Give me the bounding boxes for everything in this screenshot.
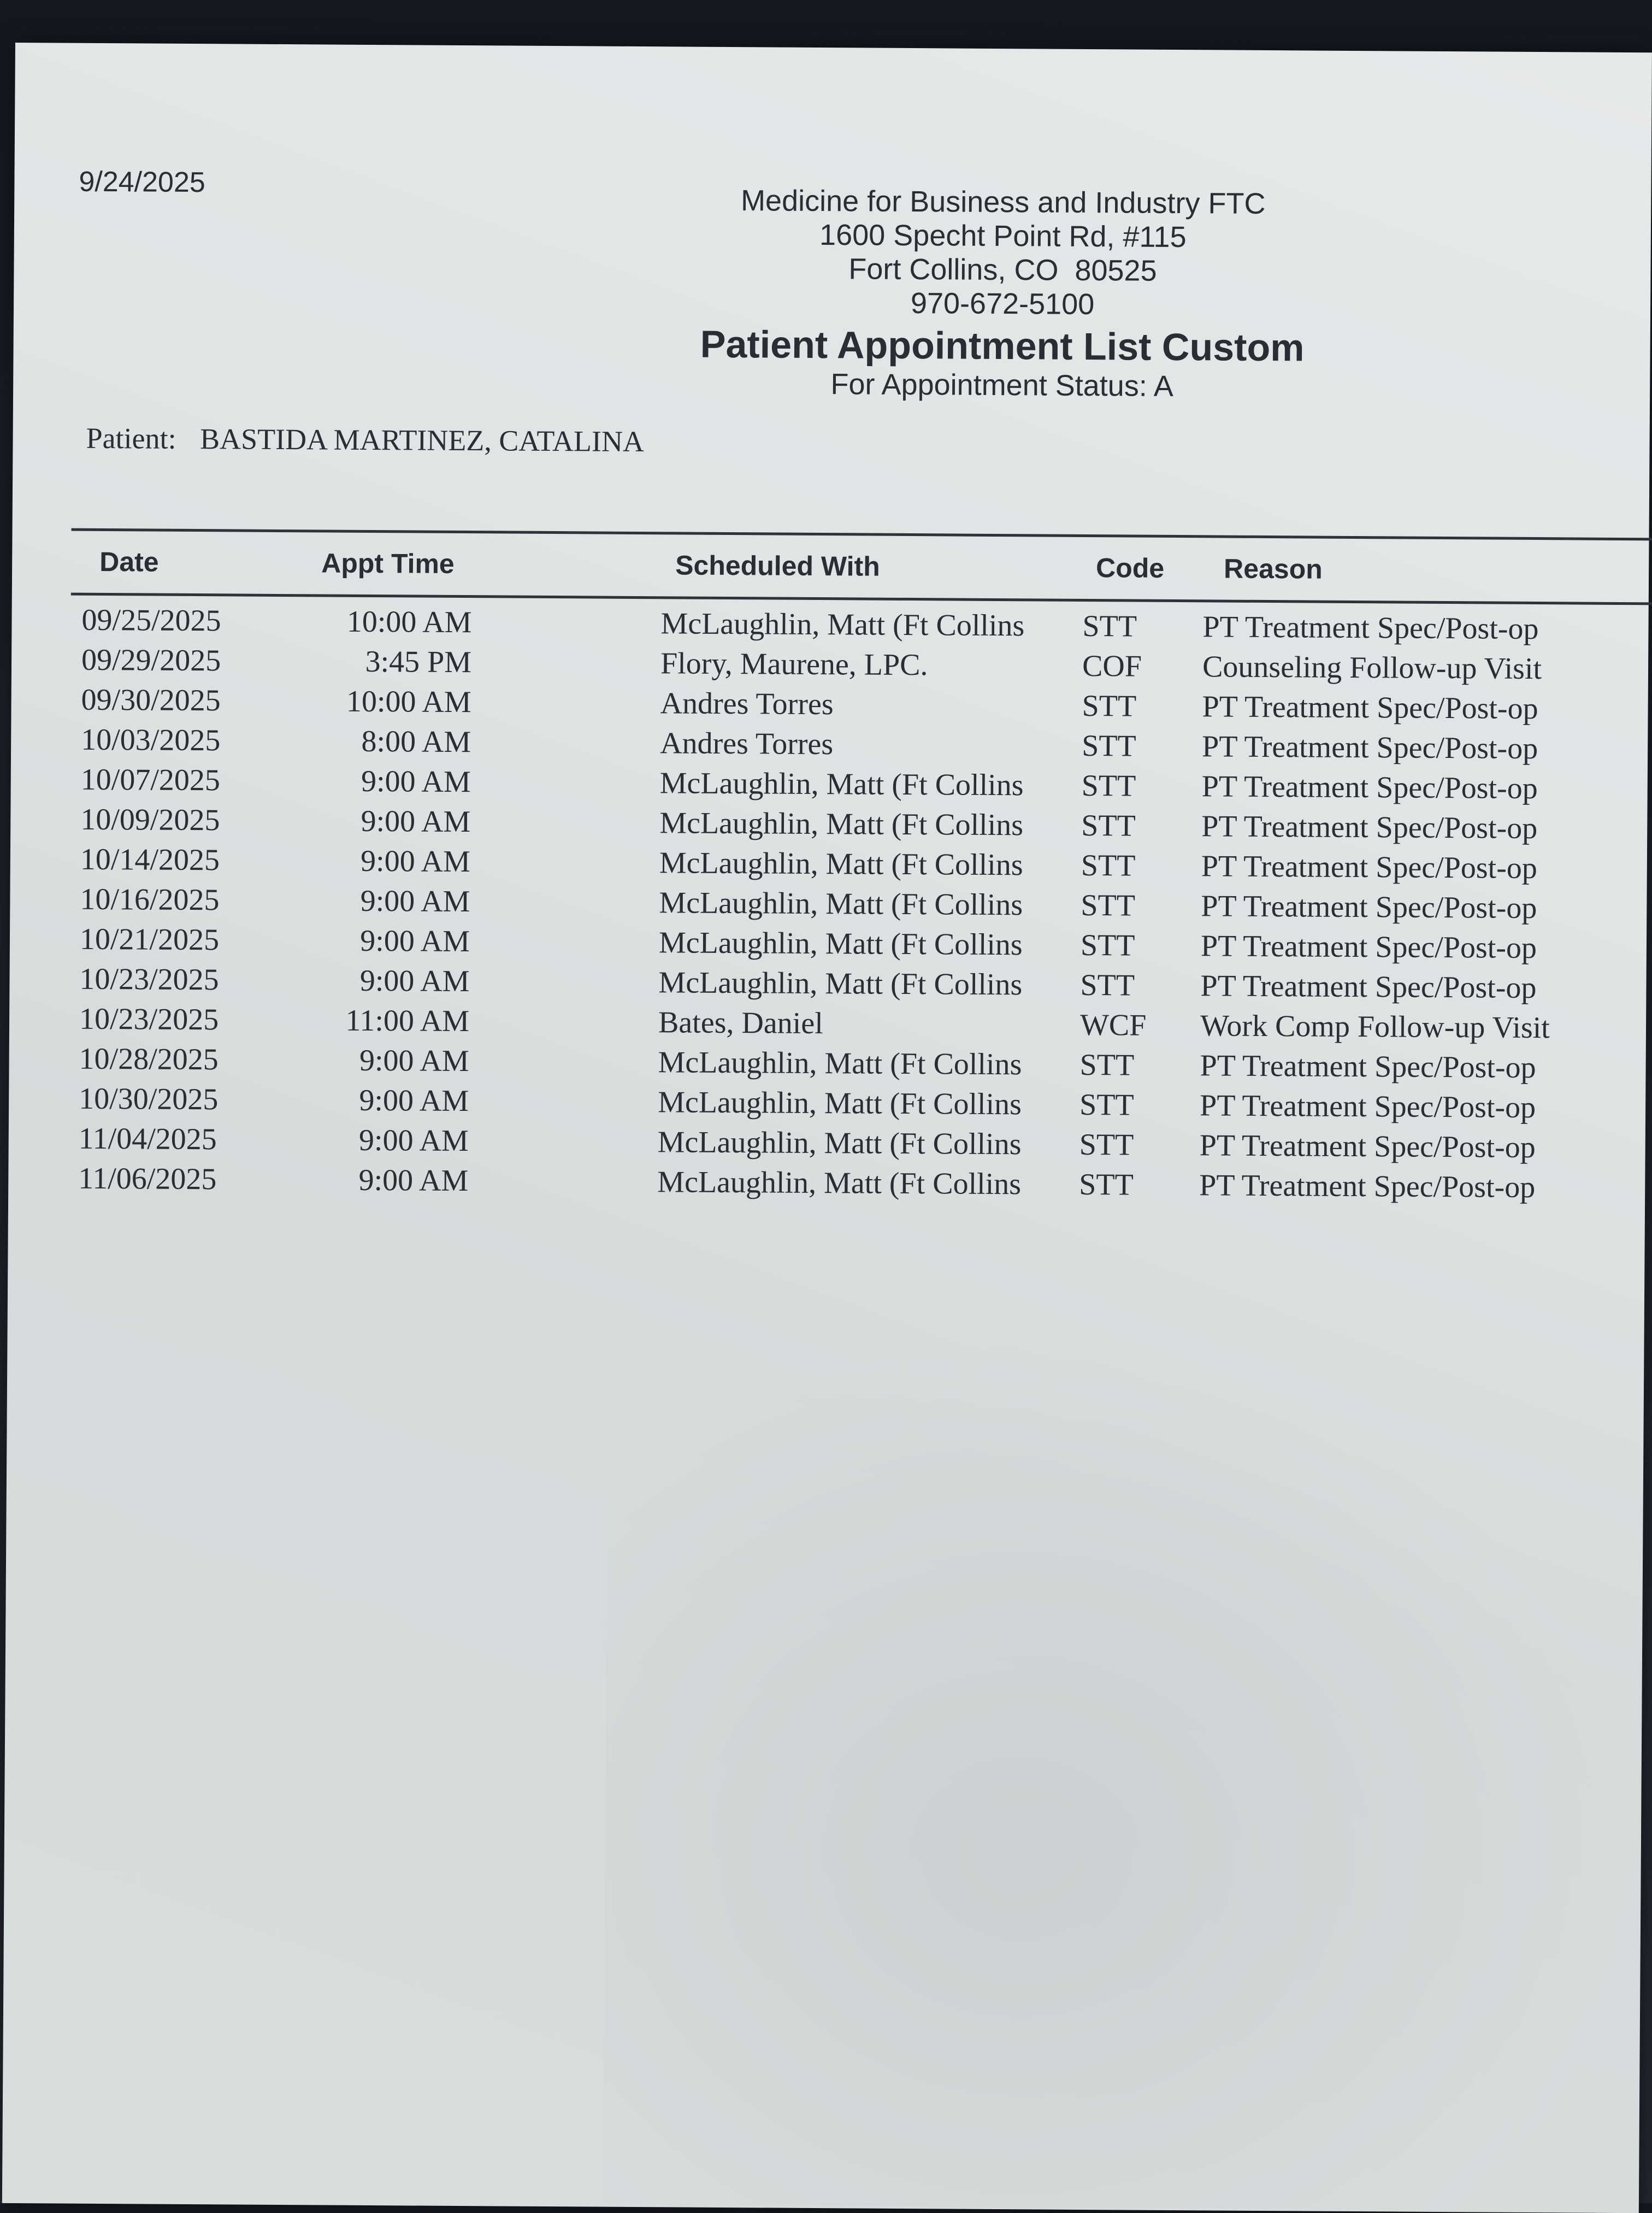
scheduled-with: McLaughlin, Matt (Ft Collins xyxy=(658,966,1023,1002)
scheduled-with: McLaughlin, Matt (Ft Collins xyxy=(657,1125,1022,1162)
appt-date: 11/06/2025 xyxy=(78,1161,217,1197)
patient-name: BASTIDA MARTINEZ, CATALINA xyxy=(199,422,645,458)
appt-reason: PT Treatment Spec/Post-op xyxy=(1200,969,1537,1005)
patient-info xyxy=(86,421,644,458)
appt-reason: PT Treatment Spec/Post-op xyxy=(1200,1049,1536,1085)
scheduled-with: McLaughlin, Matt (Ft Collins xyxy=(659,846,1023,882)
appt-code: STT xyxy=(1079,1087,1134,1122)
appt-date: 09/29/2025 xyxy=(81,643,221,678)
appt-date: 11/04/2025 xyxy=(78,1121,217,1157)
appt-reason: PT Treatment Spec/Post-op xyxy=(1201,729,1538,766)
appt-reason: PT Treatment Spec/Post-op xyxy=(1201,769,1538,806)
appt-reason: PT Treatment Spec/Post-op xyxy=(1200,929,1537,966)
appt-reason: PT Treatment Spec/Post-op xyxy=(1199,1088,1536,1125)
appt-code: STT xyxy=(1080,928,1135,963)
report-subtitle: For Appointment Status: A xyxy=(830,368,1174,403)
appt-date: 10/21/2025 xyxy=(79,922,220,957)
address-line-1: 1600 Specht Point Rd, #115 xyxy=(819,218,1187,254)
scheduled-with: McLaughlin, Matt (Ft Collins xyxy=(658,1045,1022,1082)
appt-reason: Counseling Follow-up Visit xyxy=(1202,650,1542,686)
appt-reason: Work Comp Follow-up Visit xyxy=(1200,1009,1550,1045)
appt-time: 10:00 AM xyxy=(346,684,471,720)
appt-time: 11:00 AM xyxy=(345,1003,470,1039)
scheduled-with: Andres Torres xyxy=(660,726,834,762)
appt-code: STT xyxy=(1079,1047,1135,1082)
scheduled-with: McLaughlin, Matt (Ft Collins xyxy=(657,1165,1022,1202)
appt-reason: PT Treatment Spec/Post-op xyxy=(1202,610,1539,646)
scheduled-with: Flory, Maurene, LPC. xyxy=(660,646,928,682)
appt-code: STT xyxy=(1081,808,1136,843)
appt-reason: PT Treatment Spec/Post-op xyxy=(1201,809,1538,846)
appt-code: STT xyxy=(1079,1167,1134,1202)
report-title: Patient Appointment List Custom xyxy=(700,322,1305,369)
appt-date: 10/23/2025 xyxy=(79,962,219,997)
appt-date: 09/30/2025 xyxy=(81,682,221,718)
scheduled-with: McLaughlin, Matt (Ft Collins xyxy=(659,806,1024,843)
appt-reason: PT Treatment Spec/Post-op xyxy=(1199,1168,1536,1205)
report-header xyxy=(669,183,1336,403)
print-date: 9/24/2025 xyxy=(79,166,205,199)
column-header-date: Date xyxy=(99,546,159,578)
appt-date: 10/28/2025 xyxy=(79,1041,219,1077)
appt-reason: PT Treatment Spec/Post-op xyxy=(1201,849,1538,886)
appt-date: 10/30/2025 xyxy=(79,1081,219,1117)
appt-time: 10:00 AM xyxy=(346,604,472,640)
appt-code: STT xyxy=(1081,888,1136,923)
appt-code: STT xyxy=(1081,768,1136,803)
appt-time: 9:00 AM xyxy=(360,884,470,919)
appt-time: 9:00 AM xyxy=(358,1163,469,1198)
scheduled-with: McLaughlin, Matt (Ft Collins xyxy=(657,1085,1022,1122)
appt-code: WCF xyxy=(1079,1008,1147,1043)
scheduled-with: McLaughlin, Matt (Ft Collins xyxy=(660,607,1025,643)
appt-time: 9:00 AM xyxy=(360,844,471,879)
appointment-table-body xyxy=(8,600,1649,1208)
organization-name: Medicine for Business and Industry FTC xyxy=(740,184,1266,220)
appt-code: STT xyxy=(1081,728,1136,763)
column-header-reason: Reason xyxy=(1223,553,1323,585)
appt-time: 9:00 AM xyxy=(359,1043,469,1079)
scheduled-with: McLaughlin, Matt (Ft Collins xyxy=(659,886,1023,922)
appt-time: 9:00 AM xyxy=(358,1123,469,1158)
scheduled-with: Andres Torres xyxy=(660,686,834,722)
appt-time: 9:00 AM xyxy=(359,1083,469,1119)
appt-date: 10/16/2025 xyxy=(80,882,220,917)
appt-time: 9:00 AM xyxy=(361,804,471,839)
appt-date: 10/14/2025 xyxy=(80,842,220,878)
appt-reason: PT Treatment Spec/Post-op xyxy=(1199,1128,1536,1165)
appt-reason: PT Treatment Spec/Post-op xyxy=(1202,690,1538,726)
appt-code: COF xyxy=(1082,649,1142,684)
appt-time: 8:00 AM xyxy=(361,724,471,760)
appt-time: 9:00 AM xyxy=(360,923,470,959)
printed-report-page xyxy=(2,43,1652,2213)
appt-date: 10/07/2025 xyxy=(80,762,221,798)
column-header-code: Code xyxy=(1095,552,1165,584)
appt-date: 09/25/2025 xyxy=(81,603,221,638)
appt-date: 10/03/2025 xyxy=(81,722,221,758)
appt-code: STT xyxy=(1080,968,1135,1003)
patient-label: Patient: xyxy=(86,421,176,455)
column-header-scheduled-with: Scheduled With xyxy=(675,550,880,582)
table-top-rule xyxy=(72,528,1652,541)
scheduled-with: McLaughlin, Matt (Ft Collins xyxy=(659,766,1024,803)
scheduled-with: McLaughlin, Matt (Ft Collins xyxy=(658,926,1023,962)
appt-code: STT xyxy=(1081,848,1136,883)
scheduled-with: Bates, Daniel xyxy=(658,1005,823,1041)
appt-code: STT xyxy=(1082,688,1137,723)
appt-reason: PT Treatment Spec/Post-op xyxy=(1201,889,1537,926)
appt-code: STT xyxy=(1082,609,1137,644)
address-line-2: Fort Collins, CO 80525 xyxy=(848,252,1157,287)
appt-time: 9:00 AM xyxy=(361,764,471,799)
appt-time: 9:00 AM xyxy=(359,963,470,999)
appt-date: 10/09/2025 xyxy=(80,802,220,838)
lighting-shadow xyxy=(603,1331,1647,2211)
appt-time: 3:45 PM xyxy=(365,644,472,680)
appt-code: STT xyxy=(1079,1127,1134,1162)
appt-date: 10/23/2025 xyxy=(79,1002,219,1037)
column-header-appt-time: Appt Time xyxy=(321,548,455,579)
phone-number: 970-672-5100 xyxy=(910,287,1095,321)
